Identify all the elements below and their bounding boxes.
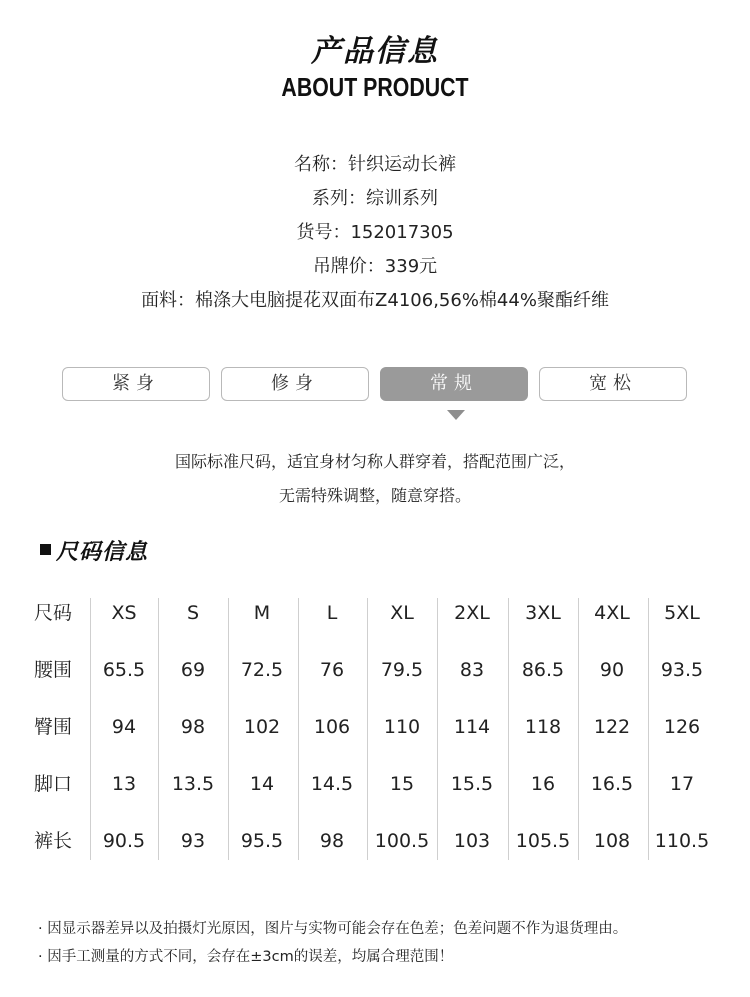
row-label: 脚口 <box>34 773 73 795</box>
fit-tab-slim[interactable]: 修身 <box>221 367 369 401</box>
table-cell: 69 <box>180 659 206 681</box>
table-cell: 100.5 <box>374 830 430 852</box>
info-fabric: 面料：棉涤大电脑提花双面布Z4106,56%棉44%聚酯纤维 <box>141 290 609 311</box>
size-header-cell: M <box>253 602 271 624</box>
table-cell: 79.5 <box>380 659 424 681</box>
table-cell: 16 <box>530 773 556 795</box>
size-header-cell: XL <box>390 602 414 624</box>
column-divider <box>158 598 159 860</box>
row-label: 尺码 <box>34 602 73 624</box>
column-divider <box>648 598 649 860</box>
product-info <box>0 148 750 318</box>
table-row <box>34 769 718 826</box>
fit-selector <box>62 367 688 401</box>
fit-tab-regular[interactable]: 常规 <box>380 367 528 401</box>
size-header-cell: S <box>186 602 200 624</box>
table-cell: 108 <box>593 830 631 852</box>
fit-tab-tight[interactable]: 紧身 <box>62 367 210 401</box>
table-row <box>34 826 718 883</box>
row-label: 臀围 <box>34 716 73 738</box>
table-cell: 94 <box>111 716 137 738</box>
column-divider <box>437 598 438 860</box>
column-divider <box>90 598 91 860</box>
table-cell: 83 <box>459 659 485 681</box>
table-cell: 93.5 <box>660 659 704 681</box>
table-cell: 14 <box>249 773 275 795</box>
table-cell: 114 <box>453 716 491 738</box>
table-cell: 98 <box>180 716 206 738</box>
table-cell: 16.5 <box>590 773 634 795</box>
info-name: 名称：针织运动长裤 <box>294 154 456 175</box>
table-row <box>34 712 718 769</box>
column-divider <box>228 598 229 860</box>
info-tag-price: 吊牌价：339元 <box>312 256 438 277</box>
table-cell: 95.5 <box>240 830 284 852</box>
column-divider <box>298 598 299 860</box>
column-divider <box>367 598 368 860</box>
fit-description-line: 国际标准尺码，适宜身材匀称人群穿着，搭配范围广泛， <box>174 452 575 471</box>
table-cell: 106 <box>313 716 351 738</box>
table-cell: 14.5 <box>310 773 354 795</box>
fit-description <box>0 445 750 513</box>
size-header-cell: 4XL <box>594 602 630 624</box>
table-cell: 90 <box>599 659 625 681</box>
table-cell: 110.5 <box>654 830 710 852</box>
size-header-cell: XS <box>111 602 137 624</box>
size-header-cell: 3XL <box>525 602 561 624</box>
table-cell: 118 <box>524 716 562 738</box>
note-line: · 因显示器差异以及拍摄灯光原因，图片与实物可能会存在色差；色差问题不作为退货理由。 <box>38 921 628 937</box>
table-cell: 122 <box>593 716 631 738</box>
fit-description-line: 无需特殊调整，随意穿搭。 <box>278 486 471 505</box>
fit-tab-loose[interactable]: 宽松 <box>539 367 687 401</box>
table-cell: 15 <box>389 773 415 795</box>
table-cell: 102 <box>243 716 281 738</box>
size-table <box>34 598 718 883</box>
note-line: · 因手工测量的方式不同，会存在±3cm的误差，均属合理范围！ <box>38 949 454 965</box>
row-label: 裤长 <box>34 830 73 852</box>
table-cell: 90.5 <box>102 830 146 852</box>
table-cell: 13 <box>111 773 137 795</box>
table-cell: 15.5 <box>450 773 494 795</box>
fit-pointer-icon <box>447 410 465 420</box>
table-cell: 86.5 <box>521 659 565 681</box>
table-row <box>34 598 718 655</box>
info-item-number: 货号：152017305 <box>296 222 454 243</box>
table-cell: 98 <box>319 830 345 852</box>
size-header-cell: 2XL <box>454 602 490 624</box>
table-cell: 17 <box>669 773 695 795</box>
size-section-title: 尺码信息 <box>56 540 149 565</box>
square-bullet-icon <box>40 544 51 555</box>
page-title-cn: 产品信息 <box>311 34 439 69</box>
row-label: 腰围 <box>34 659 73 681</box>
size-header-cell: L <box>326 602 338 624</box>
table-cell: 105.5 <box>515 830 571 852</box>
table-cell: 13.5 <box>171 773 215 795</box>
table-cell: 65.5 <box>102 659 146 681</box>
table-cell: 93 <box>180 830 206 852</box>
table-cell: 76 <box>319 659 345 681</box>
table-cell: 126 <box>663 716 701 738</box>
info-series: 系列：综训系列 <box>312 188 438 209</box>
notes <box>38 915 728 971</box>
table-cell: 103 <box>453 830 491 852</box>
column-divider <box>508 598 509 860</box>
page-title-en: ABOUT PRODUCT <box>281 72 469 102</box>
table-cell: 72.5 <box>240 659 284 681</box>
table-cell: 110 <box>383 716 421 738</box>
column-divider <box>578 598 579 860</box>
size-header-cell: 5XL <box>664 602 700 624</box>
table-row <box>34 655 718 712</box>
